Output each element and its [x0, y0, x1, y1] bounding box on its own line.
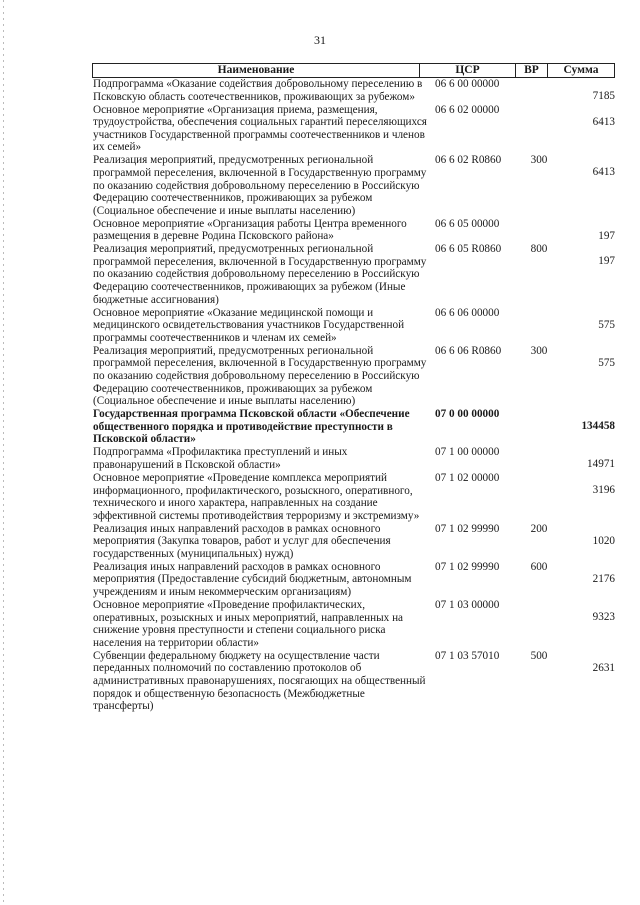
row-vr [521, 472, 557, 522]
table-row [92, 154, 615, 217]
row-vr: 800 [530, 243, 548, 256]
row-sum: 2631 [592, 661, 615, 674]
row-name: Реализация иных направлений расходов в рамках основного мероприятия (Предоставление субсидий бюджетным, автономным учреждениям и иным некоммерческим организациям) [93, 560, 412, 599]
row-sum: 3196 [592, 483, 615, 496]
row-sum: 7185 [592, 90, 615, 102]
row-csr: 06 6 06 R0860 [435, 344, 502, 357]
row-name: Реализация мероприятий, предусмотренных региональной программой переселения, включенной в Государственную программу по оказанию содействия добровольному переселению в Российскую Федерацию соотечественников, проживающих за рубежом (Иные бюджетные ассигнования) [93, 243, 427, 306]
header-csr: ЦСР [420, 64, 516, 77]
row-vr [521, 599, 557, 649]
row-vr [521, 104, 557, 154]
table-row [92, 218, 615, 243]
table-row [92, 472, 615, 522]
row-name: Основное мероприятие «Организация работы Центра временного размещения в деревне Родина Псковского района» [93, 217, 407, 243]
header-name: Наименование [93, 64, 420, 77]
table-row [92, 78, 615, 103]
header-vr: ВР [516, 64, 548, 77]
row-sum: 6413 [592, 166, 615, 179]
table-row [92, 408, 615, 446]
row-vr: 500 [530, 649, 548, 662]
row-name: Государственная программа Псковской области «Обеспечение общественного порядка и противодействие преступности в Псковской области» [93, 408, 410, 446]
row-vr [521, 78, 557, 103]
row-vr [521, 218, 557, 243]
row-name: Реализация мероприятий, предусмотренных региональной программой переселения, включенной в Государственную программу по оказанию содействия добровольному переселению в Российскую Федерацию соотечественников, проживающих за рубежом (Социальное обеспечение и иные выплаты населению) [93, 344, 427, 408]
page-number: 31 [314, 33, 326, 47]
row-sum: 6413 [592, 115, 615, 128]
table-row [92, 446, 615, 471]
row-name: Основное мероприятие «Организация приема, размещения, трудоустройства, обеспечения социальных гарантий переселяющихся участников Государственной программы соотечественников и членов их семей» [93, 103, 427, 154]
row-sum: 197 [598, 255, 615, 268]
row-csr: 06 6 06 00000 [435, 306, 500, 319]
row-name: Основное мероприятие «Проведение профилактических, оперативных, розыскных и иных мероприятий, направленных на снижение уровня преступности и степени социального риска населения на территории области» [93, 599, 404, 649]
row-sum: 197 [598, 229, 615, 242]
row-csr: 07 1 02 00000 [435, 471, 500, 484]
row-name: Подпрограмма «Профилактика преступлений и иных правонарушений в Псковской области» [93, 446, 348, 471]
row-csr: 07 0 00 00000 [435, 408, 500, 421]
row-vr: 600 [530, 560, 548, 573]
row-csr: 07 1 02 99990 [435, 560, 500, 573]
row-name: Субвенции федеральному бюджету на осуществление части переданных полномочий по составлению протоколов об административных правонарушениях, посягающих на общественный порядок и общественную безопасность (Межбюджетные трансферты) [93, 649, 426, 713]
row-csr: 06 6 00 00000 [435, 78, 500, 90]
scan-margin-line [3, 0, 4, 905]
budget-table [92, 63, 615, 713]
table-row [92, 104, 615, 154]
row-sum: 2176 [592, 572, 615, 585]
table-row [92, 650, 615, 713]
row-sum: 575 [598, 318, 615, 331]
table-row [92, 523, 615, 561]
row-sum: 14971 [587, 458, 615, 471]
row-csr: 06 6 05 00000 [435, 217, 500, 230]
row-csr: 07 1 03 57010 [435, 649, 500, 662]
row-vr [521, 307, 557, 345]
row-csr: 06 6 02 00000 [435, 103, 500, 116]
row-csr: 07 1 03 00000 [435, 599, 500, 612]
row-name: Основное мероприятие «Оказание медицинской помощи и медицинского освидетельствования участников Государственной программы соотечественников и членам их семей» [93, 306, 405, 344]
table-header [92, 63, 615, 78]
row-sum: 575 [598, 356, 615, 369]
table-row [92, 243, 615, 306]
table-row [92, 307, 615, 345]
table-row [92, 561, 615, 599]
table-row [92, 345, 615, 408]
row-csr: 06 6 02 R0860 [435, 154, 502, 167]
row-name: Основное мероприятие «Проведение комплекса мероприятий информационного, профилактического, розыскного, оперативного, технического и иного характера, направленных на создание эффективной системы противодействия терроризму и экстремизму» [93, 471, 420, 522]
row-name: Реализация мероприятий, предусмотренных региональной программой переселения, включенной в Государственную программу по оказанию содействия добровольному переселению в Российскую Федерацию соотечественников, проживающих за рубежом (Социальное обеспечение и иные выплаты населению) [93, 154, 427, 217]
row-sum: 1020 [592, 534, 615, 547]
row-vr: 300 [530, 344, 548, 357]
row-csr: 07 1 02 99990 [435, 522, 500, 535]
row-name: Подпрограмма «Оказание содействия добровольному переселению в Псковскую область соотечественников, проживающих за рубежом» [93, 78, 423, 103]
row-vr [521, 408, 557, 446]
row-sum: 9323 [592, 611, 615, 624]
table-body [92, 78, 615, 713]
row-vr [521, 446, 557, 471]
row-vr: 300 [530, 154, 548, 167]
row-sum: 134458 [581, 420, 615, 433]
header-sum: Сумма [563, 64, 599, 76]
row-csr: 06 6 05 R0860 [435, 243, 502, 256]
row-vr: 200 [530, 522, 548, 535]
table-row [92, 599, 615, 649]
row-name: Реализация иных направлений расходов в рамках основного мероприятия (Закупка товаров, работ и услуг для обеспечения государственных (муниципальных) нужд) [93, 522, 391, 560]
row-csr: 07 1 00 00000 [435, 446, 500, 459]
